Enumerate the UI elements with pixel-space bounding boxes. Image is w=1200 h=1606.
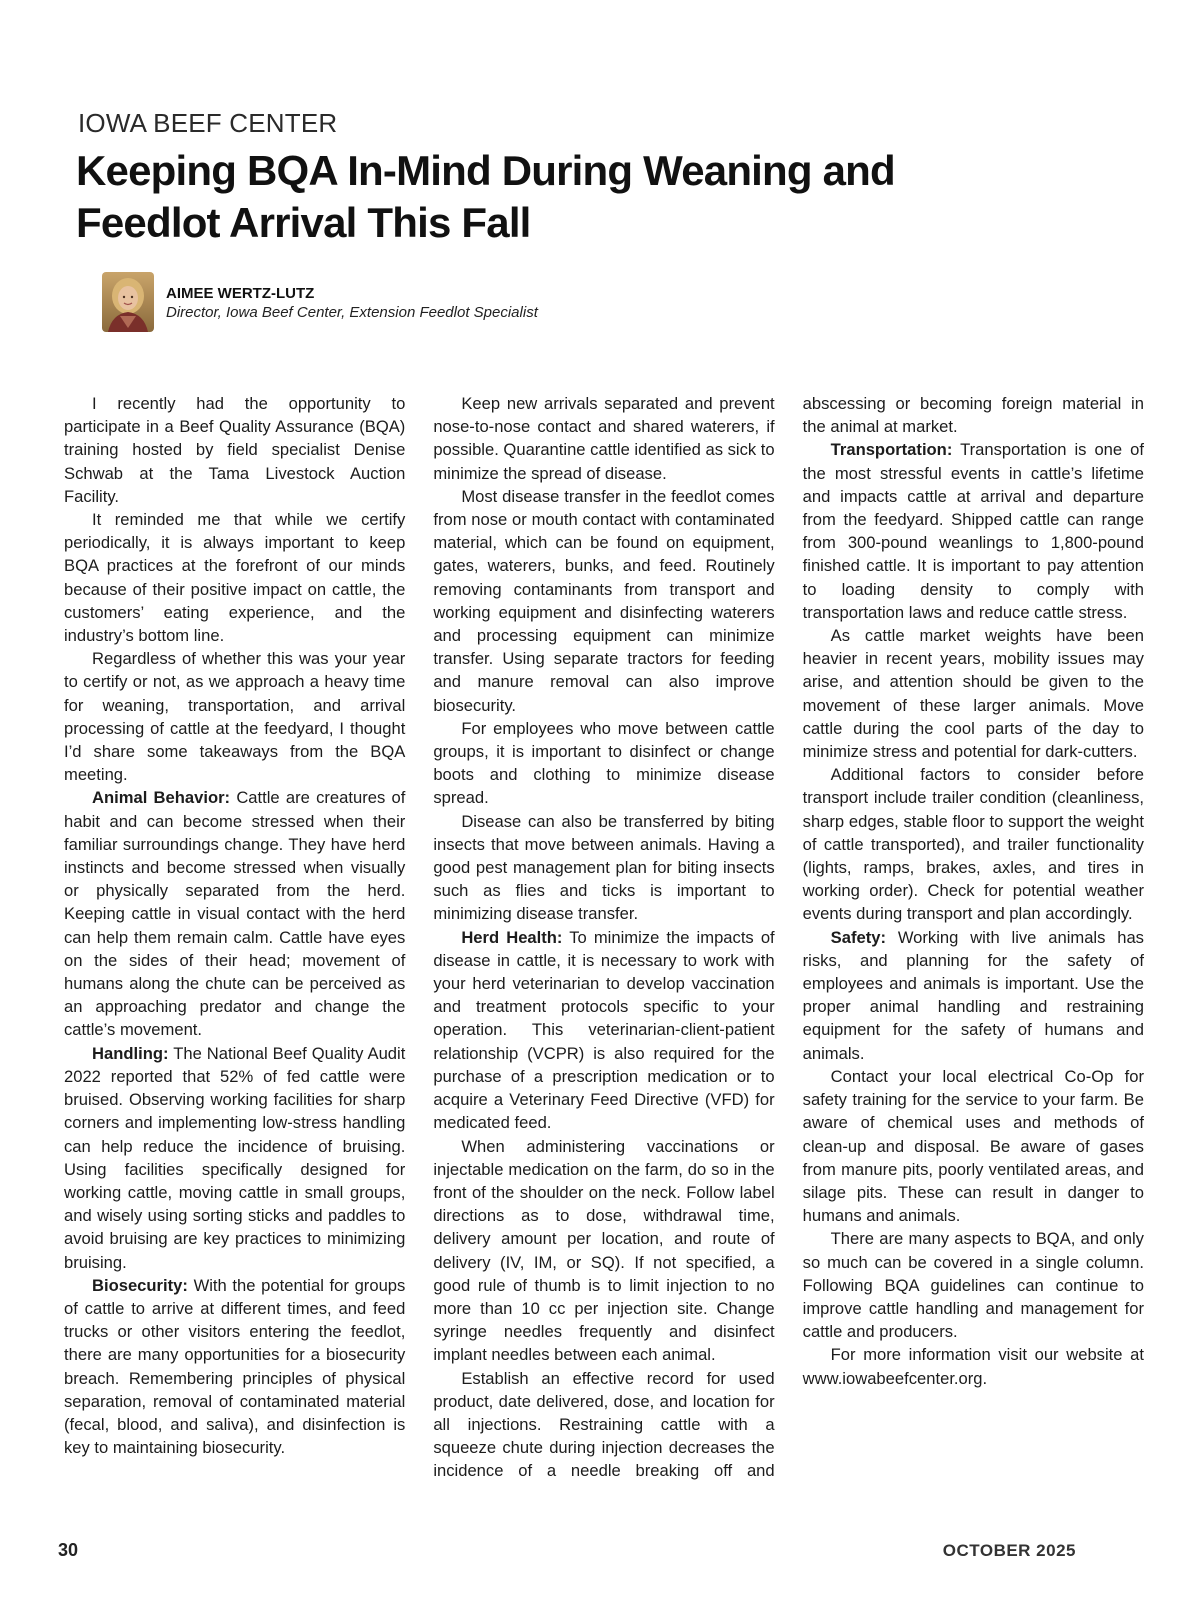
article-paragraph: [433, 485, 774, 717]
paragraph-text: As cattle market weights have been heavier in recent years, mobility issues may arise, and attention should be given to the movement of these larger animals. Move cattle during the cool parts of the day to minimize stress and potential for dark-cutters.: [802, 626, 1144, 762]
paragraph-text: With the potential for groups of cattle to arrive at different times, and feed trucks or other visitors entering the feedlot, there are many opportunities for a biosecurity breach. Remembering principles of physical separation, removal of contaminated material (fecal, blood, and saliva), and disinfection is key to maintaining biosecurity.: [64, 1275, 406, 1458]
author-name: AIMEE WERTZ-LUTZ: [166, 285, 315, 302]
paragraph-lead-in: Animal Behavior:: [92, 788, 231, 808]
article-paragraph: [433, 717, 774, 810]
article-paragraph: [64, 786, 405, 1041]
paragraph-text: Keep new arrivals separated and prevent nose-to-nose contact and shared waterers, if possible. Quarantine cattle identified as sick to minimize the spread of disease.: [433, 394, 775, 483]
article-paragraph: [433, 1135, 774, 1367]
paragraph-text: Cattle are creatures of habit and can become stressed when their familiar surroundings change. They have herd instincts and become stressed when visually or physically separated from the herd. Keeping cattle in visual contact with the herd can help them remain calm. Cattle have eyes on the sides of their head; movement of humans along the chute can be perceived as an approaching predator and change the cattle’s movement.: [64, 788, 406, 1040]
article-paragraph: [803, 1343, 1144, 1389]
paragraph-lead-in: Biosecurity:: [92, 1275, 188, 1295]
section-label: IOWA BEEF CENTER: [78, 108, 338, 138]
article-body: [64, 392, 1144, 1504]
paragraph-text: Regardless of whether this was your year to certify or not, as we approach a heavy time for weaning, transportation, and arrival processing of cattle at the feedyard, I thought I’d share some takeaways from the BQA meeting.: [64, 649, 406, 785]
paragraph-text: Disease can also be transferred by biting insects that move between animals. Having a good pest management plan for biting insects such as flies and ticks is important to minimizing disease transfer.: [433, 811, 775, 924]
author-role: Director, Iowa Beef Center, Extension Feedlot Specialist: [166, 304, 538, 321]
issue-date: OCTOBER 2025: [942, 1541, 1076, 1560]
paragraph-lead-in: Handling:: [92, 1043, 169, 1063]
article-paragraph: [64, 508, 405, 647]
paragraph-text: For employees who move between cattle groups, it is important to disinfect or change boots and clothing to minimize disease spread.: [433, 718, 775, 808]
article-title: Keeping BQA In-Mind During Weaning and Feedlot Arrival This Fall: [76, 147, 895, 246]
paragraph-text: Establish an effective record for used product, date delivered, dose, and location for all injections. Restraining cattle with a squeeze chute during injection decreases the incidence of a needle breaking off and abscessing or becoming foreign material in the animal at market.: [433, 394, 1144, 1481]
article-paragraph: [803, 926, 1144, 1065]
paragraph-text: I recently had the opportunity to participate in a Beef Quality Assurance (BQA) training hosted by field specialist Denise Schwab at the Tama Livestock Auction Facility.: [64, 394, 406, 506]
paragraph-text: Transportation is one of the most stressful events in cattle’s lifetime and impacts cattle at arrival and departure from the feedyard. Shipped cattle can range from 300-pound weanlings to 1,800-pound finished cattle. It is important to pay attention to loading density to comply with transportation laws and reduce cattle stress.: [802, 440, 1144, 622]
article-paragraph: [433, 392, 774, 485]
article-paragraph: [433, 926, 774, 1135]
paragraph-text: It reminded me that while we certify periodically, it is always important to keep BQA practices at the forefront of our minds because of their positive impact on cattle, the customers’ eating experience, and the industry’s bottom line.: [64, 510, 406, 646]
paragraph-text: Additional factors to consider before transport include trailer condition (cleanliness, sharp edges, stable floor to support the weight of cattle transported), and trailer functionality (lights, ramps, brakes, axles, and tires in working order). Check for potential weather events during transport and plan accordingly.: [802, 765, 1144, 924]
article-paragraph: [803, 624, 1144, 763]
article-paragraph: [64, 392, 405, 508]
article-paragraph: [64, 647, 405, 786]
paragraph-lead-in: Herd Health:: [461, 927, 563, 947]
paragraph-text: The National Beef Quality Audit 2022 reported that 52% of fed cattle were bruised. Observing working facilities for sharp corners and implementing low-stress handling can help reduce the incidence of bruising. Using facilities specifically designed for working cattle, moving cattle in small groups, and wisely using sorting sticks and paddles to avoid bruising are key practices to minimizing bruising.: [64, 1043, 406, 1272]
paragraph-text: Contact your local electrical Co-Op for safety training for the service to your farm. Be aware of chemical uses and methods of clean-up and disposal. Be aware of gases from manure pits, poorly ventilated areas, and silage pits. These can result in danger to humans and animals.: [802, 1066, 1144, 1226]
paragraph-lead-in: Transportation:: [830, 440, 953, 460]
page-number: 30: [58, 1540, 79, 1560]
article-paragraph: [803, 763, 1144, 925]
paragraph-text: When administering vaccinations or injectable medication on the farm, do so in the front of the shoulder on the neck. Follow label directions as to dose, withdrawal time, delivery amount per location, and route of delivery (IV, IM, or SQ). If not specified, a good rule of thumb is to limit injection to no more than 10 cc per injection site. Change syringe needles frequently and disinfect implant needles between each animal.: [433, 1136, 775, 1365]
article-paragraph: [803, 1227, 1144, 1343]
article-paragraph: [64, 1042, 405, 1274]
article-paragraph: [433, 810, 774, 926]
article-paragraph: [803, 1065, 1144, 1227]
paragraph-lead-in: Safety:: [830, 927, 886, 947]
paragraph-text: To minimize the impacts of disease in cattle, it is necessary to work with your herd veterinarian to develop vaccination and treatment protocols specific to your operation. This veterinarian-client-patient relationship (VCPR) is also required for the purchase of a prescription medication or to acquire a Veterinary Feed Directive (VFD) for medicated feed.: [433, 927, 775, 1133]
paragraph-text: There are many aspects to BQA, and only so much can be covered in a single column. Following BQA guidelines can continue to improve cattle handling and management for cattle and producers.: [802, 1229, 1144, 1342]
article-paragraph: [803, 438, 1144, 624]
paragraph-text: Working with live animals has risks, and planning for the safety of employees and animals is important. Use the proper animal handling and restraining equipment for the safety of humans and animals.: [802, 927, 1144, 1063]
paragraph-text: For more information visit our website at www.iowabeefcenter.org.: [802, 1345, 1144, 1388]
paragraph-text: Most disease transfer in the feedlot comes from nose or mouth contact with contaminated material, which can be found on equipment, gates, waterers, bunks, and feed. Routinely removing contaminants from transport and working equipment and disinfecting waterers and processing equipment can minimize transfer. Using separate tractors for feeding and manure removal can also improve biosecurity.: [433, 486, 775, 715]
article-paragraph: [64, 1274, 405, 1460]
author-photo: [102, 272, 154, 332]
author-portrait-image: [102, 272, 154, 332]
